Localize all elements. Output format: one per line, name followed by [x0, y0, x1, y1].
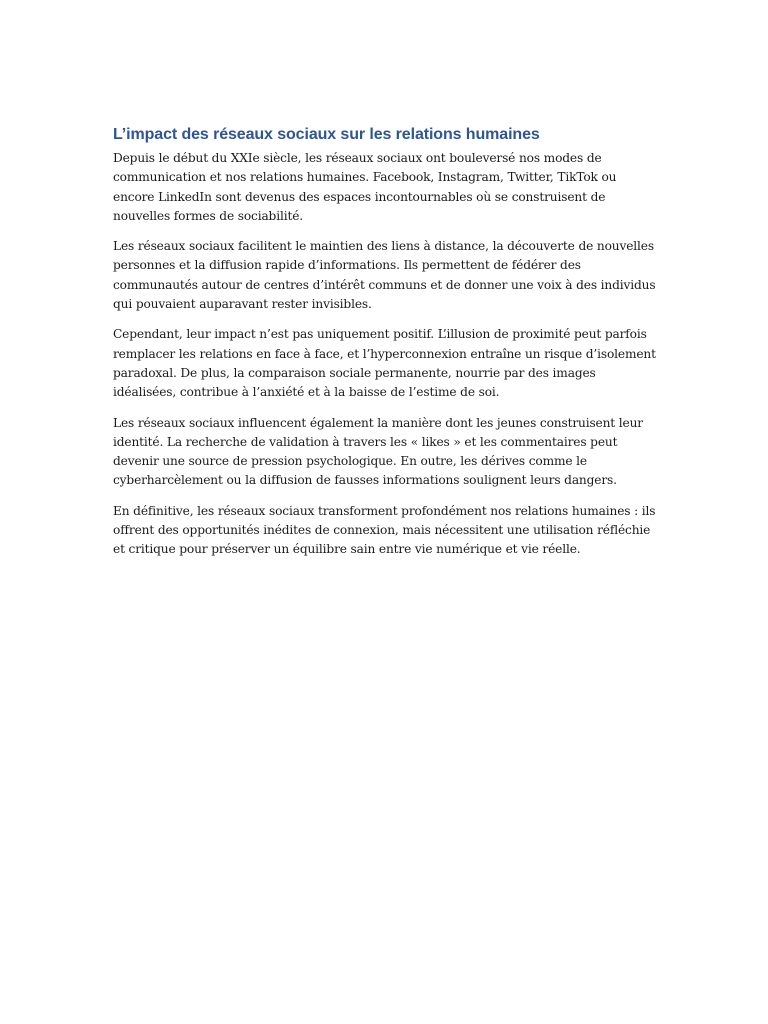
paragraph-intro: Depuis le début du XXIe siècle, les réseaux sociaux ont bouleversé nos modes de communication et nos relations humaines. Facebook, Instagram, Twitter, TikTok ou encore LinkedIn sont devenus des espaces incontournables où se construisent de nouvelles formes de sociabilité. [113, 151, 617, 223]
paragraph-conclusion: En définitive, les réseaux sociaux transforment profondément nos relations humaines : ils offrent des opportunités inédites de connexion, mais nécessitent une utilisation réfléchie et critique pour préserver un équilibre sain entre vie numérique et vie réelle. [113, 503, 656, 557]
document-title: L’impact des réseaux sociaux sur les relations humaines [113, 126, 540, 143]
paragraph-drawbacks: Cependant, leur impact n’est pas uniquement positif. L’illusion de proximité peut parfois remplacer les relations en face à face, et l’hyperconnexion entraîne un risque d’isolement paradoxal. De plus, la comparaison sociale permanente, nourrie par des images idéalisées, contribue à l’anxiété et à la baisse de l’estime de soi. [113, 327, 656, 400]
paragraph-identity: Les réseaux sociaux influencent également la manière dont les jeunes construisent leur identité. La recherche de validation à travers les « likes » et les commentaires peut devenir une source de pression psychologique. En outre, les dérives comme le cyberharcèlement ou la diffusion de fausses informations soulignent leurs dangers. [113, 415, 643, 488]
paragraph-advantages: Les réseaux sociaux facilitent le maintien des liens à distance, la découverte de nouvelles personnes et la diffusion rapide d’informations. Ils permettent de fédérer des communautés autour de centres d’intérêt communs et de donner une voix à des individus qui pouvaient auparavant rester invisibles. [113, 239, 656, 312]
document-body [113, 124, 658, 571]
